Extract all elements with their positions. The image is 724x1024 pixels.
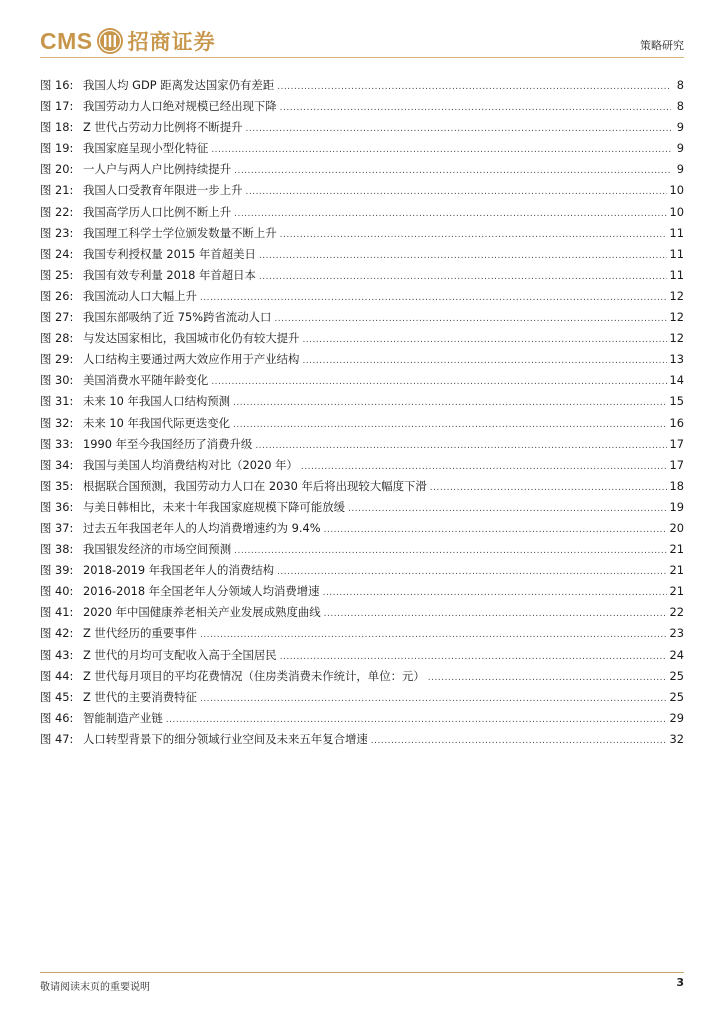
toc-figure-number: 图 23: bbox=[40, 225, 74, 240]
toc-figure-number: 图 38: bbox=[40, 542, 74, 557]
toc-entry[interactable] bbox=[40, 286, 684, 307]
toc-figure-title: Z 世代每月项目的平均花费情况（住房类消费未作统计，单位：元） bbox=[83, 668, 425, 683]
toc-page-number: 11 bbox=[669, 267, 684, 282]
toc-leader-dots bbox=[234, 204, 666, 225]
toc-figure-number: 图 44: bbox=[40, 668, 74, 683]
toc-figure-title: Z 世代占劳动力比例将不断提升 bbox=[83, 120, 243, 135]
toc-figure-title: 我国东部吸纳了近 75%跨省流动人口 bbox=[83, 310, 272, 325]
toc-entry[interactable] bbox=[40, 434, 684, 455]
report-type-label: 策略研究 bbox=[640, 39, 684, 52]
toc-entry[interactable] bbox=[40, 476, 684, 497]
toc-page-number: 14 bbox=[669, 373, 684, 388]
toc-entry[interactable] bbox=[40, 202, 684, 223]
toc-figure-title: 我国流动人口大幅上升 bbox=[83, 288, 197, 303]
toc-figure-title: Z 世代的月均可支配收入高于全国居民 bbox=[83, 647, 277, 662]
toc-figure-number: 图 34: bbox=[40, 457, 74, 472]
toc-figure-title: 我国有效专利量 2018 年首超日本 bbox=[83, 267, 256, 282]
toc-entry[interactable] bbox=[40, 666, 684, 687]
toc-page-number: 11 bbox=[669, 225, 684, 240]
toc-entry[interactable] bbox=[40, 117, 684, 138]
toc-figure-number: 图 43: bbox=[40, 647, 74, 662]
toc-leader-dots bbox=[259, 267, 667, 288]
toc-leader-dots bbox=[245, 182, 666, 203]
toc-leader-dots bbox=[371, 731, 667, 752]
toc-figure-number: 图 39: bbox=[40, 563, 74, 578]
toc-entry[interactable] bbox=[40, 602, 684, 623]
toc-figure-number: 图 31: bbox=[40, 394, 74, 409]
toc-page-number: 8 bbox=[676, 99, 684, 114]
toc-figure-number: 图 37: bbox=[40, 520, 74, 535]
toc-figure-title: 人口转型背景下的细分领域行业空间及未来五年复合增速 bbox=[83, 731, 368, 746]
toc-leader-dots bbox=[277, 562, 666, 583]
toc-figure-title: Z 世代经历的重要事件 bbox=[83, 626, 197, 641]
toc-leader-dots bbox=[280, 647, 667, 668]
toc-figure-title: Z 世代的主要消费特征 bbox=[83, 689, 197, 704]
toc-entry[interactable] bbox=[40, 560, 684, 581]
toc-leader-dots bbox=[200, 689, 667, 710]
toc-leader-dots bbox=[200, 625, 667, 646]
toc-figure-number: 图 20: bbox=[40, 162, 74, 177]
toc-page-number: 12 bbox=[669, 310, 684, 325]
toc-leader-dots bbox=[428, 668, 667, 689]
toc-figure-title: 我国人均 GDP 距离发达国家仍有差距 bbox=[83, 78, 275, 92]
toc-figure-number: 图 35: bbox=[40, 478, 74, 493]
toc-leader-dots bbox=[246, 119, 671, 140]
toc-figure-number: 图 24: bbox=[40, 246, 74, 261]
toc-figure-title: 过去五年我国老年人的人均消费增速约为 9.4% bbox=[83, 520, 321, 535]
toc-entry[interactable] bbox=[40, 455, 684, 476]
toc-leader-dots bbox=[280, 225, 667, 246]
toc-leader-dots bbox=[211, 372, 666, 393]
toc-entry[interactable] bbox=[40, 708, 684, 729]
toc-page-number: 29 bbox=[669, 710, 684, 725]
footer-page-number: 3 bbox=[676, 976, 684, 989]
toc-figure-number: 图 21: bbox=[40, 183, 74, 198]
toc-figure-title: 一人户与两人户比例持续提升 bbox=[83, 162, 232, 177]
toc-leader-dots bbox=[302, 330, 666, 351]
toc-entry[interactable] bbox=[40, 349, 684, 370]
toc-figure-title: 我国理工科学士学位颁发数量不断上升 bbox=[83, 225, 277, 240]
toc-page-number: 8 bbox=[676, 78, 684, 92]
toc-entry[interactable] bbox=[40, 687, 684, 708]
toc-figure-number: 图 30: bbox=[40, 373, 74, 388]
toc-entry[interactable] bbox=[40, 223, 684, 244]
toc-page-number: 25 bbox=[669, 689, 684, 704]
toc-page-number: 21 bbox=[669, 563, 684, 578]
toc-entry[interactable] bbox=[40, 244, 684, 265]
toc-figure-title: 我国专利授权量 2015 年首超美日 bbox=[83, 246, 256, 261]
toc-leader-dots bbox=[200, 288, 667, 309]
toc-figure-number: 图 18: bbox=[40, 120, 74, 135]
toc-leader-dots bbox=[324, 604, 667, 625]
toc-leader-dots bbox=[211, 140, 671, 161]
toc-figure-number: 图 22: bbox=[40, 204, 74, 219]
toc-entry[interactable] bbox=[40, 645, 684, 666]
toc-page-number: 21 bbox=[669, 584, 684, 599]
toc-figure-number: 图 33: bbox=[40, 436, 74, 451]
toc-leader-dots bbox=[234, 161, 671, 182]
toc-figure-title: 我国人口受教育年限进一步上升 bbox=[83, 183, 243, 198]
footer-divider bbox=[40, 972, 684, 973]
toc-figure-number: 图 41: bbox=[40, 605, 74, 620]
toc-page-number: 11 bbox=[669, 246, 684, 261]
toc-entry[interactable] bbox=[40, 328, 684, 349]
toc-entry[interactable] bbox=[40, 96, 684, 117]
toc-page-number: 9 bbox=[676, 141, 684, 156]
toc-leader-dots bbox=[324, 520, 667, 541]
toc-page-number: 18 bbox=[669, 478, 684, 493]
toc-page-number: 21 bbox=[669, 542, 684, 557]
toc-figure-title: 我国劳动力人口绝对规模已经出现下降 bbox=[83, 99, 277, 114]
toc-leader-dots bbox=[280, 98, 671, 119]
company-logo bbox=[40, 26, 216, 56]
footer-disclaimer-note: 敬请阅读末页的重要说明 bbox=[40, 982, 150, 993]
toc-figure-title: 2016-2018 年全国老年人分领域人均消费增速 bbox=[83, 584, 320, 599]
toc-figure-number: 图 42: bbox=[40, 626, 74, 641]
toc-figure-number: 图 40: bbox=[40, 584, 74, 599]
toc-figure-title: 我国高学历人口比例不断上升 bbox=[83, 204, 232, 219]
toc-figure-title: 我国家庭呈现小型化特征 bbox=[83, 141, 209, 156]
toc-page-number: 19 bbox=[669, 499, 684, 514]
toc-entry[interactable] bbox=[40, 497, 684, 518]
toc-leader-dots bbox=[166, 710, 667, 731]
toc-figure-number: 图 36: bbox=[40, 499, 74, 514]
toc-page-number: 15 bbox=[669, 394, 684, 409]
toc-entry[interactable] bbox=[40, 623, 684, 644]
toc-figure-title: 2018-2019 年我国老年人的消费结构 bbox=[83, 563, 275, 578]
toc-leader-dots bbox=[234, 541, 666, 562]
toc-page-number: 22 bbox=[669, 605, 684, 620]
toc-page-number: 9 bbox=[676, 162, 684, 177]
toc-figure-number: 图 47: bbox=[40, 731, 74, 746]
toc-entry[interactable] bbox=[40, 581, 684, 602]
toc-figure-title: 美国消费水平随年龄变化 bbox=[83, 373, 209, 388]
toc-entry[interactable] bbox=[40, 729, 684, 750]
toc-page-number: 17 bbox=[669, 436, 684, 451]
toc-figure-number: 图 28: bbox=[40, 331, 74, 346]
toc-page-number: 25 bbox=[669, 668, 684, 683]
toc-leader-dots bbox=[348, 499, 667, 520]
toc-figure-number: 图 32: bbox=[40, 415, 74, 430]
toc-figure-title: 未来 10 年我国代际更迭变化 bbox=[83, 415, 231, 430]
toc-page-number: 20 bbox=[669, 520, 684, 535]
toc-leader-dots bbox=[233, 393, 666, 414]
page-header bbox=[0, 0, 724, 60]
toc-entry[interactable] bbox=[40, 265, 684, 286]
toc-entry[interactable] bbox=[40, 180, 684, 201]
toc-figure-title: 未来 10 年我国人口结构预测 bbox=[83, 394, 231, 409]
toc-figure-title: 我国与美国人均消费结构对比（2020 年） bbox=[83, 457, 298, 472]
header-divider bbox=[40, 57, 684, 58]
logo-company-name: 招商证券 bbox=[127, 30, 216, 54]
toc-figure-number: 图 19: bbox=[40, 141, 74, 156]
toc-page-number: 10 bbox=[669, 204, 684, 219]
toc-leader-dots bbox=[233, 415, 666, 436]
toc-figure-title: 我国银发经济的市场空间预测 bbox=[83, 542, 232, 557]
toc-entry[interactable] bbox=[40, 539, 684, 560]
toc-figure-title: 根据联合国预测，我国劳动力人口在 2030 年后将出现较大幅度下滑 bbox=[83, 478, 427, 493]
toc-figure-title: 智能制造产业链 bbox=[83, 710, 163, 725]
toc-leader-dots bbox=[302, 351, 666, 372]
toc-figure-number: 图 17: bbox=[40, 99, 74, 114]
toc-figure-number: 图 26: bbox=[40, 288, 74, 303]
toc-figure-number: 图 46: bbox=[40, 710, 74, 725]
toc-figure-title: 人口结构主要通过两大效应作用于产业结构 bbox=[83, 352, 300, 367]
toc-leader-dots bbox=[323, 583, 667, 604]
toc-leader-dots bbox=[259, 246, 667, 267]
toc-entry[interactable] bbox=[40, 391, 684, 412]
toc-entry[interactable] bbox=[40, 307, 684, 328]
toc-entry[interactable] bbox=[40, 159, 684, 180]
toc-page-number: 23 bbox=[669, 626, 684, 641]
toc-page-number: 24 bbox=[669, 647, 684, 662]
toc-figure-title: 与发达国家相比，我国城市化仍有较大提升 bbox=[83, 331, 300, 346]
toc-entry[interactable] bbox=[40, 413, 684, 434]
toc-leader-dots bbox=[301, 457, 667, 478]
toc-page-number: 13 bbox=[669, 352, 684, 367]
toc-entry[interactable] bbox=[40, 138, 684, 159]
toc-page-number: 16 bbox=[669, 415, 684, 430]
logo-emblem-icon bbox=[96, 27, 124, 55]
figure-table-of-contents bbox=[40, 75, 684, 750]
toc-figure-title: 2020 年中国健康养老相关产业发展成熟度曲线 bbox=[83, 605, 321, 620]
toc-page-number: 10 bbox=[669, 183, 684, 198]
toc-figure-title: 1990 年至今我国经历了消费升级 bbox=[83, 436, 253, 451]
toc-leader-dots bbox=[277, 77, 671, 98]
toc-figure-number: 图 27: bbox=[40, 310, 74, 325]
toc-leader-dots bbox=[430, 478, 667, 499]
toc-leader-dots bbox=[255, 436, 666, 457]
toc-figure-number: 图 29: bbox=[40, 352, 74, 367]
toc-entry[interactable] bbox=[40, 75, 684, 96]
toc-page-number: 17 bbox=[669, 457, 684, 472]
toc-page-number: 12 bbox=[669, 331, 684, 346]
toc-page-number: 9 bbox=[676, 120, 684, 135]
logo-cms-text: CMS bbox=[40, 27, 93, 54]
toc-leader-dots bbox=[274, 309, 666, 330]
toc-page-number: 12 bbox=[669, 288, 684, 303]
toc-figure-title: 与美日韩相比，未来十年我国家庭规模下降可能放缓 bbox=[83, 499, 345, 514]
toc-entry[interactable] bbox=[40, 370, 684, 391]
toc-figure-number: 图 45: bbox=[40, 689, 74, 704]
toc-entry[interactable] bbox=[40, 518, 684, 539]
toc-figure-number: 图 25: bbox=[40, 267, 74, 282]
toc-page-number: 32 bbox=[669, 731, 684, 746]
toc-figure-number: 图 16: bbox=[40, 78, 74, 92]
